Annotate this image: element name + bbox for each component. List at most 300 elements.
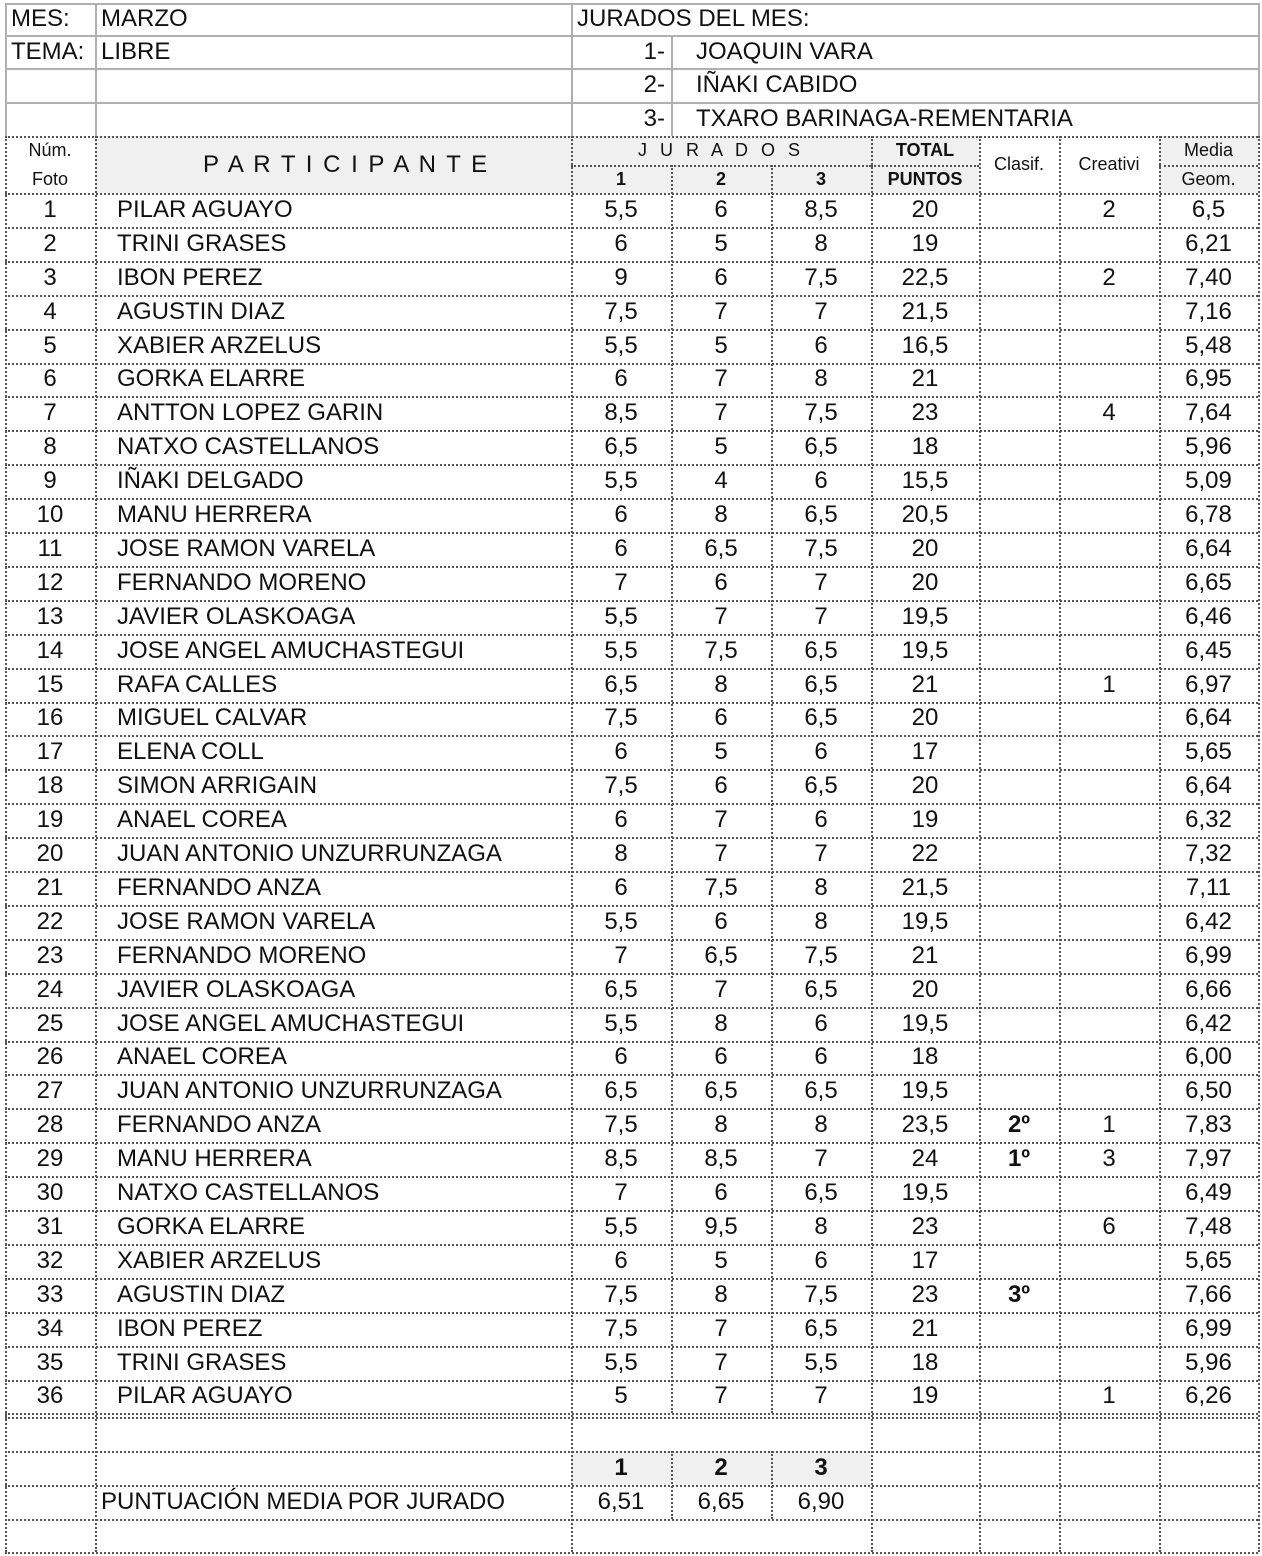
row-creativi: 4 [1102, 399, 1116, 427]
row-jurado-1: 7,5 [604, 1280, 638, 1308]
row-jurado-1: 6 [614, 873, 628, 901]
row-jurado-3: 7 [814, 568, 828, 596]
row-jurado-3: 6,5 [804, 636, 838, 664]
row-jurado-1: 7 [614, 1179, 628, 1207]
grid-hline [5, 363, 1258, 365]
row-media: 6,78 [1185, 501, 1232, 529]
row-jurado-2: 6 [714, 568, 728, 596]
grid-vline [1159, 136, 1161, 1552]
row-creativi [1059, 871, 1159, 905]
row-participant: IBON PEREZ [117, 263, 263, 291]
row-creativi: 2 [1102, 195, 1116, 223]
col-media-bottom: Geom. [1181, 168, 1236, 189]
grid-hline [5, 1176, 1258, 1178]
grid-vline [871, 136, 873, 1552]
col-participante: P A R T I C I P A N T E [203, 150, 490, 178]
row-jurado-1: 7 [614, 568, 628, 596]
row-num: 1 [43, 195, 57, 223]
row-creativi [1059, 295, 1159, 329]
row-jurado-1: 8,5 [604, 1145, 638, 1173]
row-jurado-2: 6 [714, 1043, 728, 1071]
row-clasif [979, 769, 1059, 803]
row-total: 21 [911, 1314, 939, 1342]
grid-vline [1059, 136, 1061, 1552]
summary-jurado-2: 6,65 [697, 1488, 745, 1515]
row-total: 19,5 [901, 1009, 949, 1037]
row-participant: NATXO CASTELLANOS [117, 1179, 380, 1207]
row-creativi [1059, 1041, 1159, 1075]
row-jurado-1: 5,5 [604, 1348, 638, 1376]
row-participant: XABIER ARZELUS [117, 331, 322, 359]
row-participant: TRINI GRASES [117, 1348, 287, 1376]
row-jurado-3: 6,5 [804, 670, 838, 698]
grid-hline [5, 396, 1258, 398]
row-jurado-3: 8 [814, 873, 828, 901]
row-jurado-3: 7,5 [804, 534, 838, 562]
row-jurado-1: 9 [614, 263, 628, 291]
grid-hline [5, 1485, 1258, 1487]
row-jurado-3: 7,5 [804, 1280, 838, 1308]
row-participant: IBON PEREZ [117, 1314, 263, 1342]
grid-hline [5, 1142, 1258, 1144]
row-jurado-3: 8 [814, 229, 828, 257]
row-jurado-1: 6,5 [604, 670, 638, 698]
grid-hline [871, 165, 979, 167]
row-jurado-3: 7 [814, 297, 828, 325]
row-media: 7,97 [1185, 1145, 1232, 1173]
grid-hline [5, 600, 1258, 602]
row-media: 6,95 [1185, 365, 1232, 393]
row-jurado-1: 7 [614, 941, 628, 969]
row-num: 10 [36, 501, 64, 529]
row-jurado-3: 7 [814, 1382, 828, 1410]
row-jurado-1: 5,5 [604, 1212, 638, 1240]
row-creativi [1059, 532, 1159, 566]
row-jurado-1: 7,5 [604, 772, 638, 800]
row-total: 20 [911, 195, 939, 223]
grid-hline [5, 871, 1258, 873]
row-creativi: 6 [1102, 1212, 1116, 1240]
grid-hline [5, 1007, 1258, 1009]
row-jurado-1: 5,5 [604, 331, 638, 359]
row-media: 7,83 [1185, 1111, 1232, 1139]
row-jurado-1: 6 [614, 1246, 628, 1274]
row-creativi: 2 [1102, 263, 1116, 291]
row-participant: MANU HERRERA [117, 1145, 312, 1173]
row-participant: FERNANDO ANZA [117, 873, 322, 901]
row-jurado-3: 7,5 [804, 941, 838, 969]
grid-hline [5, 634, 1258, 636]
grid-hline [5, 735, 1258, 737]
row-num: 29 [36, 1145, 64, 1173]
row-jurado-3: 6 [814, 806, 828, 834]
grid-vline [671, 1451, 673, 1519]
summary-jurado-3-label: 3 [814, 1454, 828, 1481]
grid-hline [5, 973, 1258, 975]
row-num: 28 [36, 1111, 64, 1139]
summary-jurado-1: 6,51 [597, 1488, 645, 1515]
row-jurado-1: 5,5 [604, 1009, 638, 1037]
summary-jurado-3: 6,90 [797, 1488, 845, 1515]
row-num: 22 [36, 907, 64, 935]
jurado-number: 1- [643, 37, 665, 65]
row-jurado-2: 7 [714, 297, 728, 325]
grid-hline [5, 1552, 1258, 1554]
row-jurado-1: 6,5 [604, 433, 638, 461]
row-jurado-2: 6 [714, 195, 728, 223]
row-num: 35 [36, 1348, 64, 1376]
row-clasif [979, 1380, 1059, 1414]
row-jurado-3: 6 [814, 331, 828, 359]
grid-hline [5, 702, 1258, 704]
row-jurado-1: 6 [614, 738, 628, 766]
row-jurado-3: 6,5 [804, 975, 838, 1003]
grid-hline [5, 1108, 1258, 1110]
row-total: 18 [911, 1043, 939, 1071]
grid-hline [571, 165, 871, 167]
row-participant: NATXO CASTELLANOS [117, 433, 380, 461]
row-num: 26 [36, 1043, 64, 1071]
row-media: 6,26 [1185, 1382, 1232, 1410]
row-num: 13 [36, 602, 64, 630]
grid-hline [5, 136, 1258, 138]
row-jurado-2: 7,5 [704, 873, 738, 901]
row-jurado-1: 5,5 [604, 467, 638, 495]
row-num: 8 [43, 433, 57, 461]
row-jurado-1: 5,5 [604, 636, 638, 664]
row-clasif [979, 837, 1059, 871]
row-clasif [979, 668, 1059, 702]
row-media: 6,50 [1185, 1077, 1232, 1105]
row-participant: FERNANDO ANZA [117, 1111, 322, 1139]
grid-hline [5, 193, 1258, 195]
grid-hline [5, 1210, 1258, 1212]
grid-hline [5, 1451, 1258, 1453]
row-clasif [979, 905, 1059, 939]
row-total: 23 [911, 1280, 939, 1308]
row-jurado-2: 6,5 [704, 941, 738, 969]
row-jurado-2: 6 [714, 907, 728, 935]
row-num: 17 [36, 738, 64, 766]
row-jurado-2: 8,5 [704, 1145, 738, 1173]
row-creativi [1059, 1278, 1159, 1312]
row-total: 19,5 [901, 907, 949, 935]
row-media: 6,64 [1185, 772, 1232, 800]
row-jurado-2: 7,5 [704, 636, 738, 664]
row-media: 5,96 [1185, 1348, 1232, 1376]
grid-hline [5, 532, 1258, 534]
row-jurado-3: 8 [814, 1111, 828, 1139]
row-total: 20 [911, 975, 939, 1003]
row-media: 7,64 [1185, 399, 1232, 427]
row-creativi [1059, 803, 1159, 837]
row-media: 7,16 [1185, 297, 1232, 325]
row-jurado-2: 7 [714, 1382, 728, 1410]
row-clasif [979, 396, 1059, 430]
row-num: 15 [36, 670, 64, 698]
row-jurado-1: 7,5 [604, 704, 638, 732]
row-num: 16 [36, 704, 64, 732]
row-total: 17 [911, 1246, 939, 1274]
grid-vline [1258, 3, 1260, 136]
row-media: 7,48 [1185, 1212, 1232, 1240]
grid-vline [671, 35, 673, 136]
row-clasif [979, 1244, 1059, 1278]
row-media: 5,09 [1185, 467, 1232, 495]
row-clasif [979, 939, 1059, 973]
row-clasif [979, 193, 1059, 227]
grid-vline [95, 3, 97, 136]
row-creativi [1059, 837, 1159, 871]
row-creativi: 3 [1102, 1145, 1116, 1173]
row-total: 19,5 [901, 1077, 949, 1105]
row-num: 32 [36, 1246, 64, 1274]
row-jurado-2: 6 [714, 263, 728, 291]
row-jurado-2: 8 [714, 501, 728, 529]
row-jurado-3: 6 [814, 1246, 828, 1274]
row-clasif [979, 702, 1059, 736]
row-media: 5,65 [1185, 738, 1232, 766]
row-jurado-3: 6 [814, 1043, 828, 1071]
row-num: 19 [36, 806, 64, 834]
row-num: 27 [36, 1077, 64, 1105]
row-creativi [1059, 939, 1159, 973]
row-clasif [979, 430, 1059, 464]
row-jurado-2: 5 [714, 229, 728, 257]
row-total: 23,5 [901, 1111, 949, 1139]
summary-jurado-1-label: 1 [614, 1454, 628, 1481]
row-jurado-2: 9,5 [704, 1212, 738, 1240]
row-participant: SIMON ARRIGAIN [117, 772, 318, 800]
row-total: 19 [911, 1382, 939, 1410]
row-jurado-3: 6,5 [804, 1077, 838, 1105]
row-jurado-1: 6 [614, 534, 628, 562]
row-participant: GORKA ELARRE [117, 1212, 306, 1240]
row-media: 6,46 [1185, 602, 1232, 630]
row-jurado-3: 7 [814, 1145, 828, 1173]
row-jurado-3: 8 [814, 907, 828, 935]
row-clasif: 2º [1007, 1111, 1031, 1139]
row-media: 6,65 [1185, 568, 1232, 596]
row-jurado-1: 6,5 [604, 1077, 638, 1105]
row-media: 6,32 [1185, 806, 1232, 834]
row-participant: ANAEL COREA [117, 1043, 287, 1071]
grid-hline [5, 1041, 1258, 1043]
row-total: 23 [911, 1212, 939, 1240]
grid-hline [5, 1278, 1258, 1280]
row-jurado-2: 4 [714, 467, 728, 495]
row-total: 20 [911, 568, 939, 596]
row-media: 5,96 [1185, 433, 1232, 461]
row-media: 6,42 [1185, 1009, 1232, 1037]
row-total: 20 [911, 704, 939, 732]
grid-hline [5, 803, 1258, 805]
grid-hline [5, 464, 1258, 466]
grid-vline [571, 3, 573, 136]
col-jurado-1: 1 [615, 168, 626, 189]
row-clasif [979, 329, 1059, 363]
col-jurados: J U R A D O S [637, 140, 805, 160]
row-jurado-1: 7,5 [604, 1314, 638, 1342]
row-jurado-3: 6,5 [804, 704, 838, 732]
row-num: 4 [43, 297, 57, 325]
row-creativi [1059, 1346, 1159, 1380]
row-num: 36 [36, 1382, 64, 1410]
row-total: 24 [911, 1145, 939, 1173]
grid-vline [571, 136, 573, 1552]
row-total: 19 [911, 229, 939, 257]
row-total: 21 [911, 941, 939, 969]
row-participant: PILAR AGUAYO [117, 195, 293, 223]
row-num: 23 [36, 941, 64, 969]
row-clasif [979, 1074, 1059, 1108]
row-creativi [1059, 702, 1159, 736]
row-media: 6,64 [1185, 704, 1232, 732]
row-media: 7,40 [1185, 263, 1232, 291]
row-participant: AGUSTIN DIAZ [117, 1280, 286, 1308]
row-num: 6 [43, 365, 57, 393]
row-media: 6,66 [1185, 975, 1232, 1003]
row-creativi [1059, 600, 1159, 634]
row-jurado-2: 7 [714, 1348, 728, 1376]
row-total: 22,5 [901, 263, 949, 291]
summary-label: PUNTUACIÓN MEDIA POR JURADO [101, 1488, 506, 1515]
row-jurado-3: 6,5 [804, 501, 838, 529]
row-jurado-3: 8,5 [804, 195, 838, 223]
row-jurado-2: 6 [714, 1179, 728, 1207]
grid-vline [5, 3, 7, 136]
row-jurado-2: 5 [714, 433, 728, 461]
grid-vline [671, 165, 673, 1413]
row-media: 5,65 [1185, 1246, 1232, 1274]
row-num: 3 [43, 263, 57, 291]
row-clasif [979, 600, 1059, 634]
row-jurado-2: 5 [714, 1246, 728, 1274]
row-total: 19 [911, 806, 939, 834]
row-jurado-3: 8 [814, 365, 828, 393]
row-participant: JUAN ANTONIO UNZURRUNZAGA [117, 1077, 502, 1105]
grid-hline [5, 1312, 1258, 1314]
col-clasif: Clasif. [993, 154, 1044, 174]
grid-vline [771, 165, 773, 1413]
row-creativi: 1 [1102, 1382, 1116, 1410]
grid-hline [5, 1417, 1258, 1419]
row-media: 7,11 [1186, 873, 1231, 901]
col-num-bottom: Foto [31, 168, 69, 189]
row-participant: IÑAKI DELGADO [117, 467, 304, 495]
row-total: 17 [911, 738, 939, 766]
row-clasif [979, 803, 1059, 837]
row-participant: FERNANDO MORENO [117, 941, 367, 969]
row-creativi [1059, 566, 1159, 600]
row-participant: MIGUEL CALVAR [117, 704, 308, 732]
grid-vline [979, 136, 981, 1552]
row-num: 11 [37, 534, 63, 562]
row-clasif [979, 363, 1059, 397]
row-clasif [979, 498, 1059, 532]
row-num: 9 [43, 467, 57, 495]
row-media: 6,45 [1185, 636, 1232, 664]
row-clasif [979, 871, 1059, 905]
grid-vline [95, 136, 97, 1552]
row-jurado-1: 6 [614, 806, 628, 834]
row-media: 7,66 [1185, 1280, 1232, 1308]
row-participant: GORKA ELARRE [117, 365, 306, 393]
grid-vline [771, 1451, 773, 1519]
row-num: 18 [36, 772, 64, 800]
jurado-name: TXARO BARINAGA-REMENTARIA [696, 105, 1073, 132]
row-jurado-2: 7 [714, 602, 728, 630]
row-clasif: 3º [1007, 1280, 1031, 1308]
row-media: 6,00 [1185, 1043, 1232, 1071]
jurados-del-mes-label: JURADOS DEL MES: [577, 5, 810, 32]
row-num: 20 [36, 840, 64, 868]
row-creativi [1059, 498, 1159, 532]
row-total: 19,5 [901, 602, 949, 630]
row-creativi [1059, 735, 1159, 769]
row-creativi [1059, 1312, 1159, 1346]
row-creativi [1059, 1244, 1159, 1278]
row-jurado-2: 6 [714, 704, 728, 732]
row-clasif [979, 1346, 1059, 1380]
row-num: 2 [43, 229, 57, 257]
grid-hline [5, 498, 1258, 500]
col-jurado-3: 3 [815, 168, 826, 189]
row-total: 19,5 [901, 1179, 949, 1207]
row-clasif [979, 735, 1059, 769]
grid-hline [5, 939, 1258, 941]
row-jurado-3: 7,5 [804, 263, 838, 291]
row-jurado-2: 7 [714, 840, 728, 868]
row-total: 20 [911, 772, 939, 800]
grid-hline [5, 769, 1258, 771]
row-num: 12 [36, 568, 64, 596]
grid-hline [5, 1413, 1258, 1415]
row-total: 21 [911, 365, 939, 393]
row-clasif [979, 566, 1059, 600]
row-jurado-2: 8 [714, 670, 728, 698]
row-clasif [979, 1210, 1059, 1244]
row-media: 6,21 [1185, 229, 1232, 257]
row-jurado-2: 8 [714, 1111, 728, 1139]
grid-hline [5, 1244, 1258, 1246]
col-num-top: Núm. [28, 140, 72, 160]
row-total: 16,5 [901, 331, 949, 359]
grid-hline [5, 905, 1258, 907]
row-num: 21 [36, 873, 64, 901]
row-jurado-2: 7 [714, 806, 728, 834]
row-participant: ELENA COLL [117, 738, 264, 766]
row-jurado-1: 6 [614, 365, 628, 393]
jurado-number: 3- [643, 105, 665, 132]
col-creativi: Creativi [1078, 154, 1140, 174]
row-media: 6,99 [1185, 1314, 1232, 1342]
mes-label: MES: [11, 5, 70, 32]
grid-hline [5, 3, 1258, 5]
row-total: 18 [911, 1348, 939, 1376]
row-jurado-3: 7 [814, 602, 828, 630]
tema-value: LIBRE [101, 37, 171, 65]
grid-hline [5, 261, 1258, 263]
grid-hline [5, 35, 1258, 37]
row-jurado-3: 7,5 [804, 399, 838, 427]
grid-hline [5, 1346, 1258, 1348]
row-creativi [1059, 430, 1159, 464]
row-jurado-3: 6,5 [804, 1314, 838, 1342]
row-clasif [979, 227, 1059, 261]
grid-hline [5, 566, 1258, 568]
row-clasif [979, 973, 1059, 1007]
